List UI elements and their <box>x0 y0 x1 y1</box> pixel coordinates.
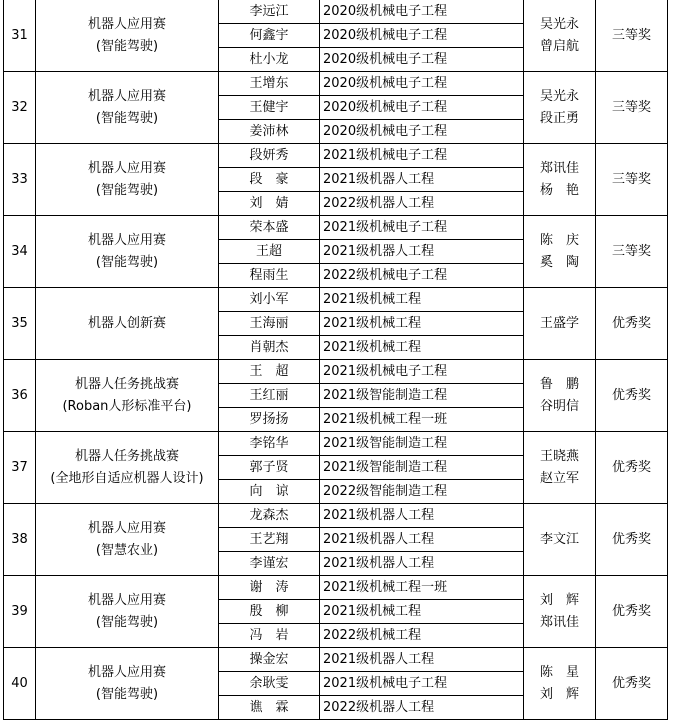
advisor-name: 李文江 <box>539 531 579 547</box>
student-name: 刘小军 <box>219 288 320 312</box>
advisor-name: 吴光永 <box>539 16 579 32</box>
student-name: 郭子贤 <box>219 456 320 480</box>
advisor-name: 郑讯佳 <box>539 160 579 176</box>
student-name: 段妍秀 <box>219 144 320 168</box>
advisor-cell <box>524 144 596 216</box>
student-class: 2021级机器人工程 <box>320 528 524 552</box>
student-name: 王增东 <box>219 72 320 96</box>
student-class: 2022级机器人工程 <box>320 696 524 720</box>
table-row <box>4 144 668 168</box>
student-class: 2021级智能制造工程 <box>320 432 524 456</box>
student-class: 2021级智能制造工程 <box>320 384 524 408</box>
student-class: 2020级机械电子工程 <box>320 0 524 24</box>
advisor-name: 段正勇 <box>539 110 579 126</box>
competition-line: 机器人应用赛 <box>87 16 166 32</box>
student-name: 段 豪 <box>219 168 320 192</box>
award-level: 优秀奖 <box>596 360 668 432</box>
entry-number: 40 <box>4 648 36 720</box>
competition-line: 机器人应用赛 <box>87 88 166 104</box>
student-name: 操金宏 <box>219 648 320 672</box>
competition-line: 机器人应用赛 <box>87 160 166 176</box>
competition-cell <box>36 216 219 288</box>
entry-number: 34 <box>4 216 36 288</box>
student-name: 余耿雯 <box>219 672 320 696</box>
competition-line: (智能驾驶) <box>95 38 159 54</box>
student-class: 2021级机械电子工程 <box>320 144 524 168</box>
award-level: 优秀奖 <box>596 288 668 360</box>
student-name: 殷 柳 <box>219 600 320 624</box>
competition-line: 机器人应用赛 <box>87 232 166 248</box>
advisor-cell <box>524 360 596 432</box>
student-class: 2021级机械电子工程 <box>320 216 524 240</box>
student-class: 2020级机械电子工程 <box>320 120 524 144</box>
competition-line: (智能驾驶) <box>95 182 159 198</box>
student-name: 谢 涛 <box>219 576 320 600</box>
student-class: 2021级机器人工程 <box>320 552 524 576</box>
advisor-name: 郑讯佳 <box>539 614 579 630</box>
entry-number: 31 <box>4 0 36 72</box>
advisor-cell <box>524 0 596 72</box>
advisor-cell <box>524 72 596 144</box>
student-name: 王超 <box>219 240 320 264</box>
student-class: 2021级机械工程 <box>320 288 524 312</box>
award-level: 三等奖 <box>596 216 668 288</box>
advisor-cell <box>524 576 596 648</box>
award-level: 优秀奖 <box>596 432 668 504</box>
entry-number: 37 <box>4 432 36 504</box>
advisor-name: 王晓燕 <box>539 448 579 464</box>
student-name: 李谨宏 <box>219 552 320 576</box>
student-class: 2021级机器人工程 <box>320 240 524 264</box>
advisor-name: 杨 艳 <box>539 182 579 198</box>
competition-line: (智能驾驶) <box>95 110 159 126</box>
award-level: 优秀奖 <box>596 648 668 720</box>
entry-number: 38 <box>4 504 36 576</box>
competition-cell <box>36 72 219 144</box>
entry-number: 36 <box>4 360 36 432</box>
student-name: 荣本盛 <box>219 216 320 240</box>
student-class: 2020级机械电子工程 <box>320 24 524 48</box>
competition-line: (智能驾驶) <box>95 686 159 702</box>
competition-line: 机器人应用赛 <box>87 592 166 608</box>
competition-line: (智慧农业) <box>95 542 159 558</box>
award-level: 优秀奖 <box>596 504 668 576</box>
table-row <box>4 648 668 672</box>
student-class: 2021级机器人工程 <box>320 504 524 528</box>
student-name: 王 超 <box>219 360 320 384</box>
student-name: 罗扬扬 <box>219 408 320 432</box>
student-name: 谯 霖 <box>219 696 320 720</box>
competition-cell <box>36 432 219 504</box>
student-name: 王海丽 <box>219 312 320 336</box>
competition-line: (智能驾驶) <box>95 614 159 630</box>
student-name: 姜沛林 <box>219 120 320 144</box>
student-class: 2021级机械工程 <box>320 600 524 624</box>
advisor-name: 奚 陶 <box>539 254 579 270</box>
student-name: 李远江 <box>219 0 320 24</box>
student-name: 何鑫宇 <box>219 24 320 48</box>
student-name: 王健宇 <box>219 96 320 120</box>
entry-number: 39 <box>4 576 36 648</box>
competition-cell <box>36 0 219 72</box>
competition-line: 机器人应用赛 <box>87 664 166 680</box>
student-class: 2021级机器人工程 <box>320 168 524 192</box>
advisor-cell <box>524 288 596 360</box>
advisor-name: 赵立军 <box>539 470 579 486</box>
competition-line: 机器人创新赛 <box>87 315 166 331</box>
awards-table <box>3 0 668 720</box>
student-class: 2021级机械工程一班 <box>320 576 524 600</box>
student-class: 2022级智能制造工程 <box>320 480 524 504</box>
table-row <box>4 504 668 528</box>
table-row <box>4 288 668 312</box>
student-class: 2021级机械工程一班 <box>320 408 524 432</box>
competition-cell <box>36 504 219 576</box>
student-name: 程雨生 <box>219 264 320 288</box>
student-name: 向 谅 <box>219 480 320 504</box>
student-class: 2021级机械电子工程 <box>320 672 524 696</box>
entry-number: 32 <box>4 72 36 144</box>
table-row <box>4 216 668 240</box>
student-class: 2021级机械工程 <box>320 312 524 336</box>
competition-cell <box>36 648 219 720</box>
competition-cell <box>36 360 219 432</box>
student-name: 刘 婧 <box>219 192 320 216</box>
competition-line: (全地形自适应机器人设计) <box>50 470 204 486</box>
competition-cell <box>36 144 219 216</box>
competition-line: 机器人任务挑战赛 <box>74 376 179 392</box>
student-class: 2021级机器人工程 <box>320 648 524 672</box>
student-name: 李铭华 <box>219 432 320 456</box>
competition-line: 机器人任务挑战赛 <box>74 448 179 464</box>
table-row <box>4 72 668 96</box>
award-level: 三等奖 <box>596 144 668 216</box>
student-class: 2021级机械工程 <box>320 336 524 360</box>
competition-line: (智能驾驶) <box>95 254 159 270</box>
table-row <box>4 576 668 600</box>
table-row <box>4 0 668 24</box>
student-name: 王红丽 <box>219 384 320 408</box>
advisor-cell <box>524 648 596 720</box>
table-row <box>4 360 668 384</box>
student-class: 2020级机械电子工程 <box>320 72 524 96</box>
advisor-name: 刘 辉 <box>539 592 579 608</box>
advisor-name: 鲁 鹏 <box>539 376 579 392</box>
student-class: 2021级智能制造工程 <box>320 456 524 480</box>
award-level: 优秀奖 <box>596 576 668 648</box>
award-level: 三等奖 <box>596 0 668 72</box>
student-name: 冯 岩 <box>219 624 320 648</box>
table-row <box>4 432 668 456</box>
advisor-cell <box>524 432 596 504</box>
student-class: 2022级机械工程 <box>320 624 524 648</box>
student-class: 2020级机械电子工程 <box>320 96 524 120</box>
advisor-name: 吴光永 <box>539 88 579 104</box>
student-class: 2022级机械电子工程 <box>320 264 524 288</box>
advisor-cell <box>524 216 596 288</box>
advisor-name: 陈 星 <box>539 664 579 680</box>
entry-number: 33 <box>4 144 36 216</box>
student-name: 肖朝杰 <box>219 336 320 360</box>
advisor-name: 谷明信 <box>539 398 579 414</box>
entry-number: 35 <box>4 288 36 360</box>
student-class: 2022级机器人工程 <box>320 192 524 216</box>
advisor-name: 刘 辉 <box>539 686 579 702</box>
student-name: 杜小龙 <box>219 48 320 72</box>
competition-cell <box>36 288 219 360</box>
competition-cell <box>36 576 219 648</box>
advisor-cell <box>524 504 596 576</box>
advisor-name: 曾启航 <box>539 38 579 54</box>
student-name: 龙森杰 <box>219 504 320 528</box>
award-level: 三等奖 <box>596 72 668 144</box>
competition-line: 机器人应用赛 <box>87 520 166 536</box>
student-name: 王艺翔 <box>219 528 320 552</box>
competition-line: (Roban人形标准平台) <box>62 398 192 414</box>
awards-table-body <box>4 0 668 720</box>
student-class: 2020级机械电子工程 <box>320 48 524 72</box>
advisor-name: 陈 庆 <box>539 232 579 248</box>
advisor-name: 王盛学 <box>539 315 579 331</box>
student-class: 2021级机械电子工程 <box>320 360 524 384</box>
